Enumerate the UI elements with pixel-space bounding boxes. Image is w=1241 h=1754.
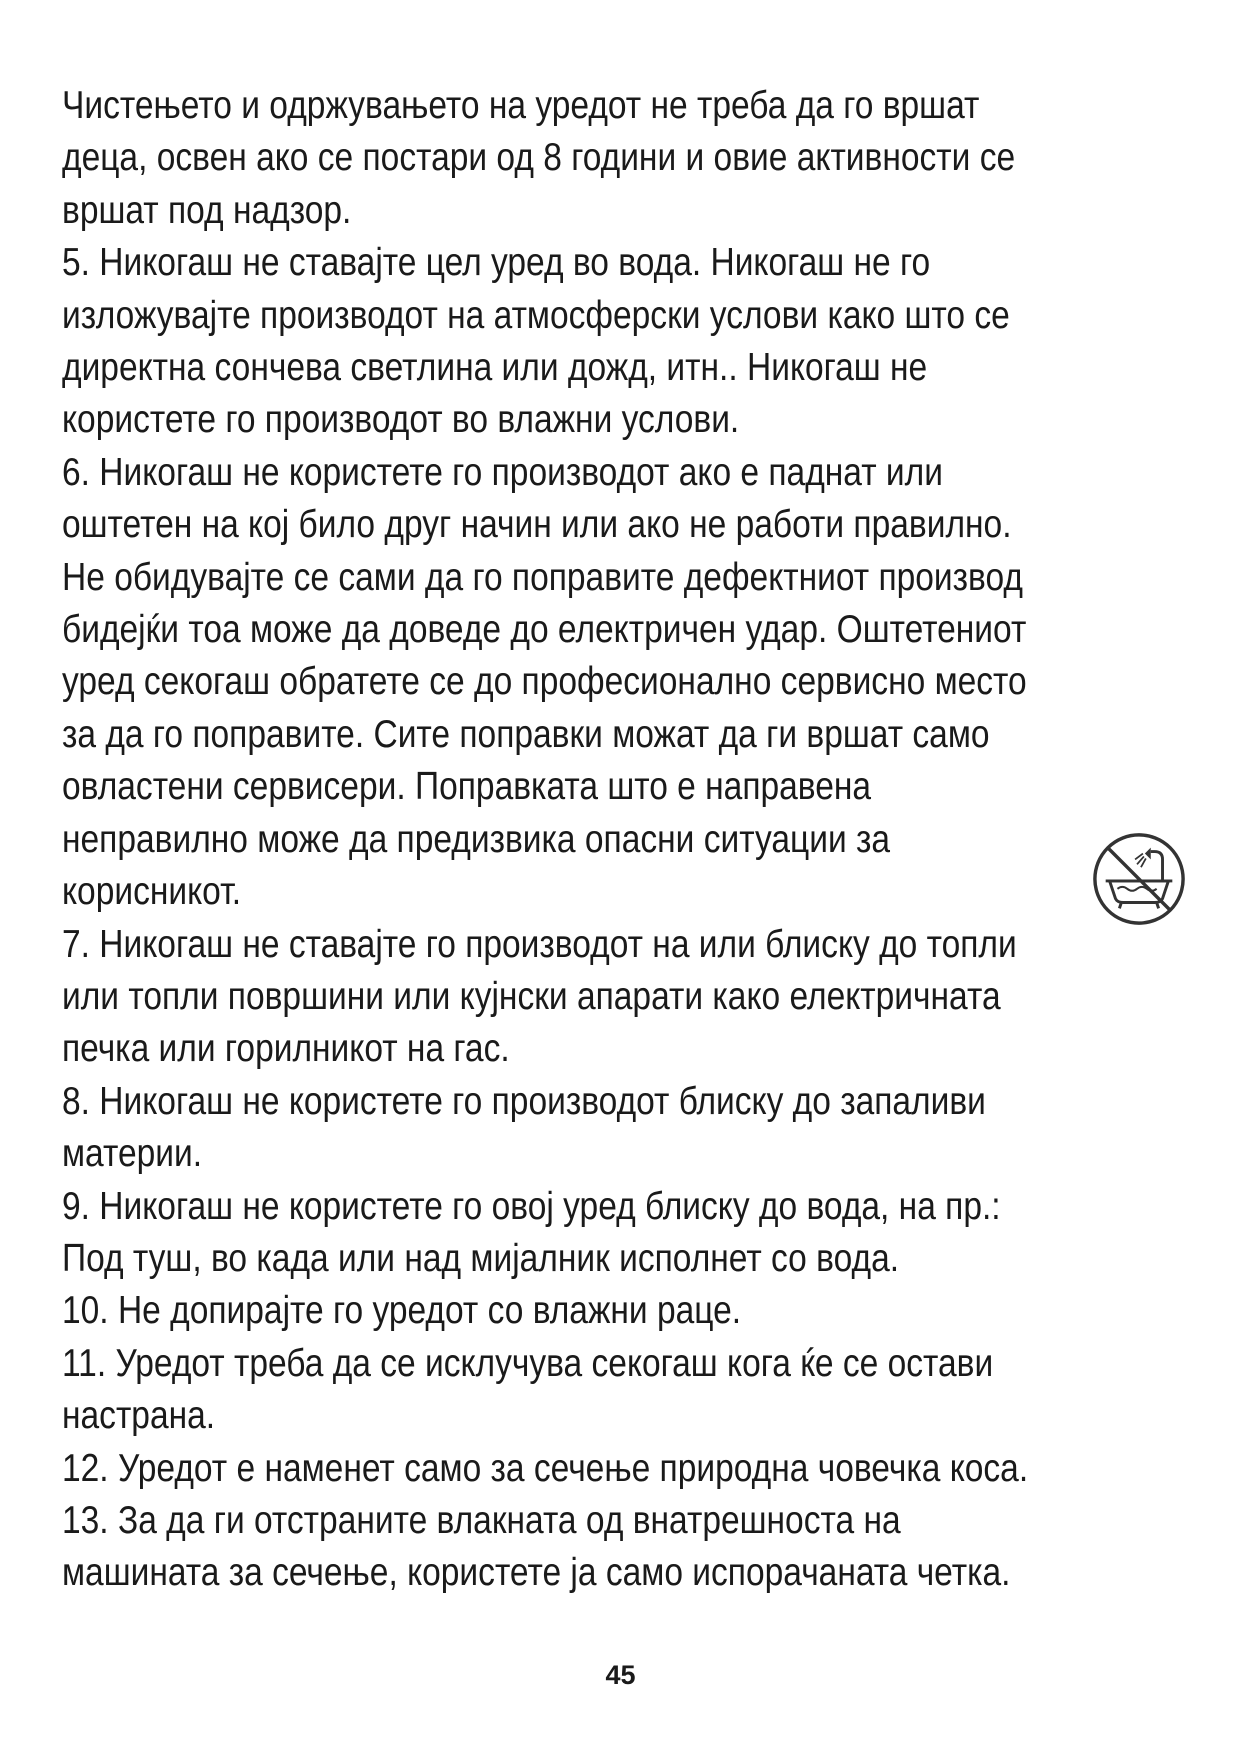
paragraph-intro: Чистењето и одржувањето на уредот не треба да го вршат деца, освен ако се постари од 8 години и овие активности се вршат под надзор. (62, 84, 1016, 232)
no-water-near-bath-icon (1090, 830, 1188, 928)
paragraph-item-13: 13. За да ги отстраните влакната од внатрешноста на машината за сечење, користете ја само испорачаната четка. (62, 1498, 1011, 1595)
body-text (62, 80, 1042, 1600)
paragraph-item-12: 12. Уредот е наменет само за сечење природна човечка коса. (62, 1446, 1029, 1490)
page-number: 45 (605, 1660, 636, 1690)
paragraph-item-8: 8. Никогаш не користете го производот блиску до запаливи материи. (62, 1079, 986, 1176)
paragraph-item-10: 10. Не допирајте го уредот со влажни раце. (62, 1289, 742, 1333)
paragraph-item-9: 9. Никогаш не користете го овој уред блиску до вода, на пр.: Под туш, во када или над мијалник исполнет со вода. (62, 1184, 1001, 1280)
paragraph-item-5: 5. Никогаш не ставајте цел уред во вода. Никогаш не го изложувајте производот на атмосферски услови како што се директна сончева светлина или дожд, итн.. Никогаш не користете го производот во влажни услови. (62, 241, 1010, 442)
paragraph-item-7: 7. Никогаш не ставајте го производот на или блиску до топли или топли површини или кујнски апарати како електричната печка или горилникот на гас. (62, 922, 1017, 1071)
paragraph-item-6: 6. Никогаш не користете го производот ако е паднат или оштетен на кој било друг начин или ако не работи правилно. Не обидувајте се сами да го поправите дефектниот производ бидејќи тоа може да доведе до електричен удар. Оштетениот уред секогаш обратете се до професионално сервисно место за да го поправите. Сите поправки можат да ги вршат само овластени сервисери. Поправката што е направена неправилно може да предизвика опасни ситуации за корисникот. (62, 450, 1027, 914)
paragraph-item-11: 11. Уредот треба да се исклучува секогаш кога ќе се остави настрана. (62, 1341, 994, 1438)
